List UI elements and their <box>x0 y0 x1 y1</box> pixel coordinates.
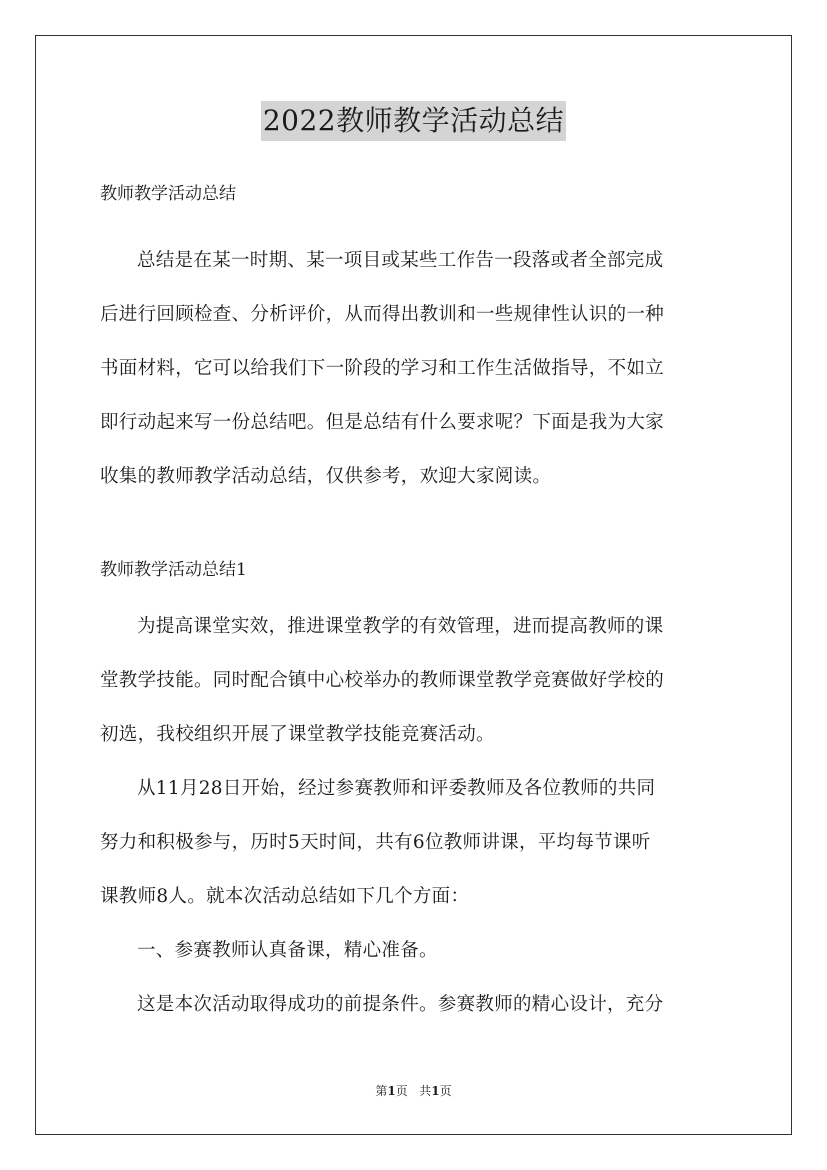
text-line: 后进行回顾检查、分析评价，从而得出教训和一些规律性认识的一种 <box>100 304 665 325</box>
text-line: 从11月28日开始，经过参赛教师和评委教师及各位教师的共同 <box>137 778 656 799</box>
page-number: 1 <box>387 1084 396 1098</box>
point-heading: 一、参赛教师认真备课，精心准备。 <box>137 940 438 961</box>
text-line: 为提高课堂实效，推进课堂教学的有效管理，进而提高教师的课 <box>137 616 664 637</box>
total-suffix: 页 <box>439 1084 452 1098</box>
text-line: 总结是在某一时期、某一项目或某些工作告一段落或者全部完成 <box>137 250 664 271</box>
title-container <box>0 101 827 141</box>
total-pages: 1 <box>431 1084 440 1098</box>
text-line: 初选，我校组织开展了课堂教学技能竞赛活动。 <box>100 724 495 745</box>
subheading: 教师教学活动总结 <box>100 184 236 204</box>
document-body <box>100 174 727 1032</box>
text-line: 即行动起来写一份总结吧。但是总结有什么要求呢？下面是我为大家 <box>100 412 665 433</box>
text-line: 课教师8人。就本次活动总结如下几个方面： <box>100 886 470 907</box>
paragraph-2 <box>100 762 727 924</box>
total-prefix: 共 <box>419 1084 432 1098</box>
page-footer <box>0 1083 827 1099</box>
page-suffix: 页 <box>395 1084 408 1098</box>
paragraph-3: 这是本次活动取得成功的前提条件。参赛教师的精心设计，充分 <box>137 994 664 1015</box>
text-line: 堂教学技能。同时配合镇中心校举办的教师课堂教学竞赛做好学校的 <box>100 670 665 691</box>
section-heading: 教师教学活动总结1 <box>100 560 247 580</box>
text-line: 书面材料，它可以给我们下一阶段的学习和工作生活做指导，不如立 <box>100 358 665 379</box>
text-line: 努力和积极参与，历时5天时间，共有6位教师讲课，平均每节课听 <box>100 832 651 853</box>
intro-paragraph <box>100 234 727 504</box>
paragraph-1 <box>100 600 727 762</box>
document-title: 2022教师教学活动总结 <box>261 101 566 141</box>
text-line: 收集的教师教学活动总结，仅供参考，欢迎大家阅读。 <box>100 466 552 487</box>
page-prefix: 第 <box>375 1084 388 1098</box>
